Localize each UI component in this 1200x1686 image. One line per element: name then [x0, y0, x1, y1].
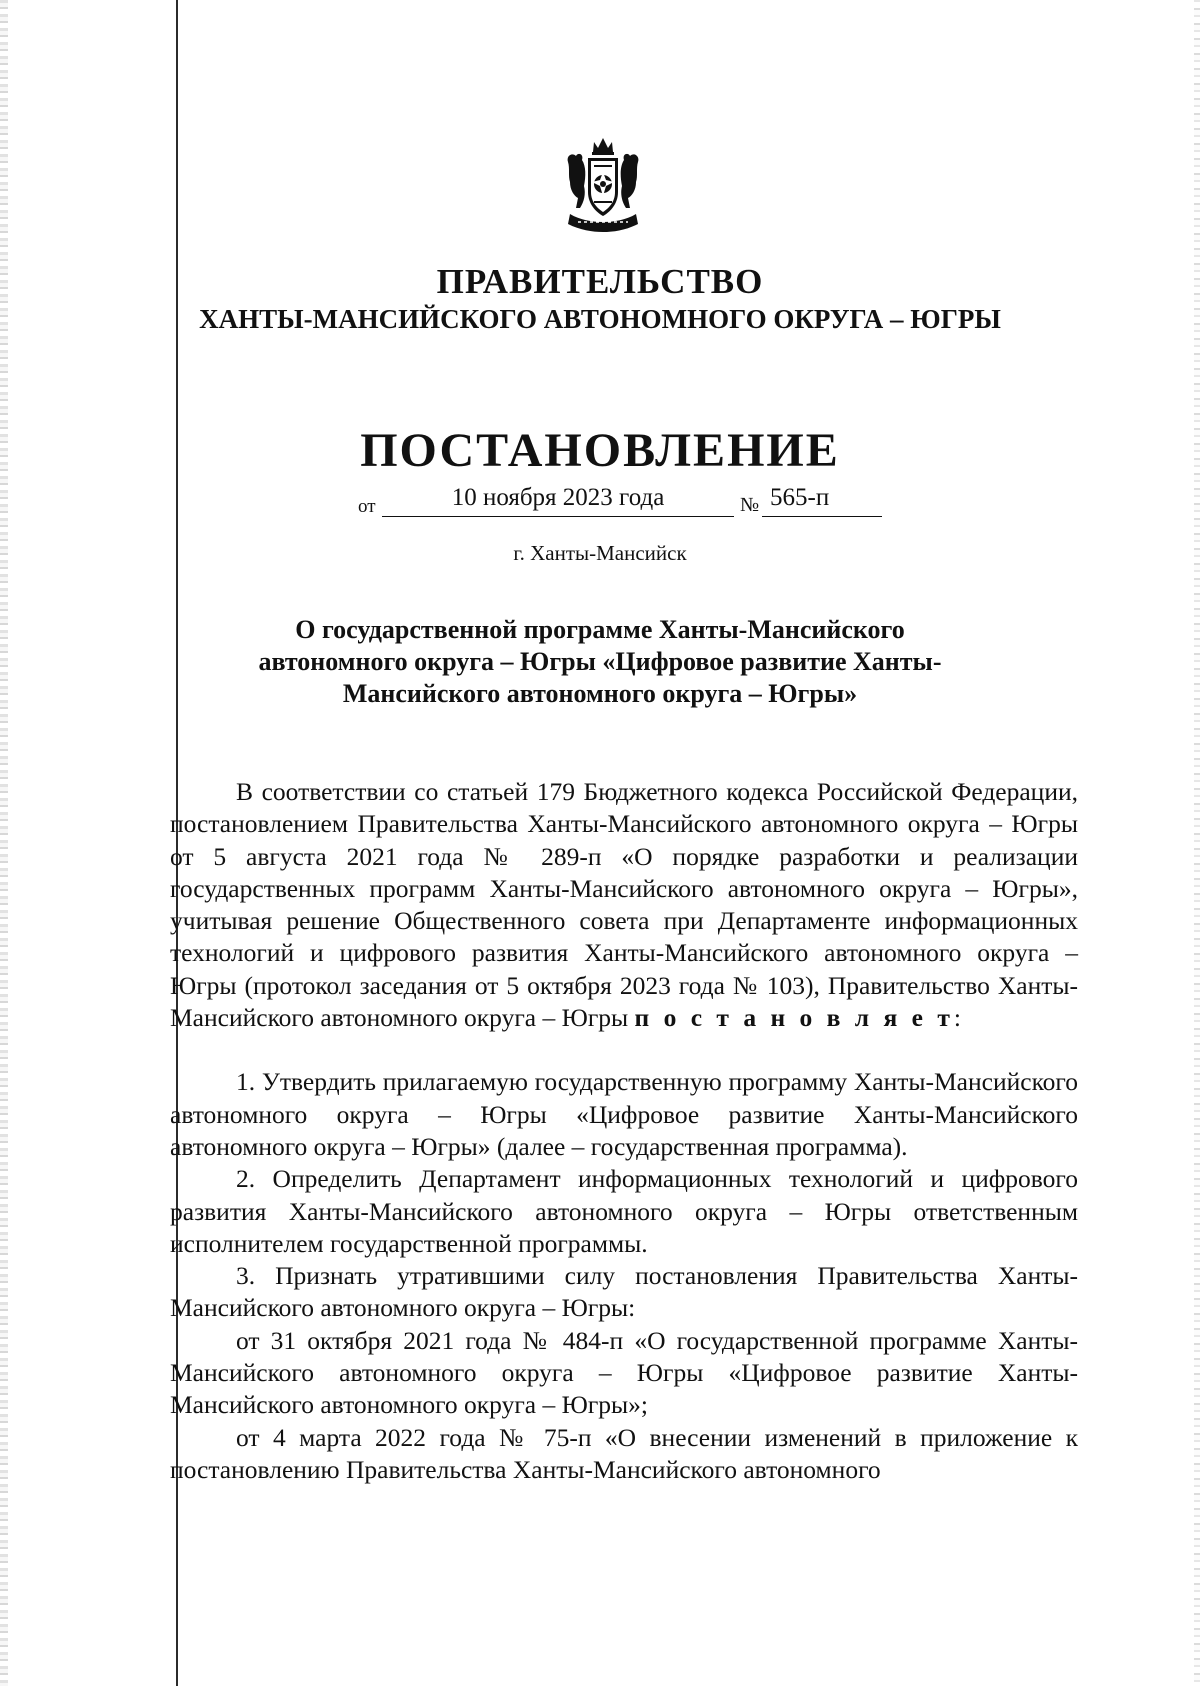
- item-2: 2. Определить Департамент информационных технологий и цифрового развития Ханты-Мансийского автономного округа – Югры ответственным исполнителем государственной программы.: [170, 1164, 1078, 1258]
- preamble-text: В соответствии со статьей 179 Бюджетного кодекса Российской Федерации, постановлением Правительства Ханты-Мансийского автономного округа – Югры от 5 августа 2021 года № 289-п «О порядке разработки и реализации государственных программ Ханты-Мансийского автономного округа – Югры», учитывая решение Общественного совета при Департаменте информационных технологий и цифрового развития Ханты-Мансийского автономного округа – Югры (протокол заседания от 5 октября 2023 года № 103), Правительство Ханты-Мансийского автономного округа – Югры: [170, 777, 1078, 1033]
- city: г. Ханты-Мансийск: [513, 541, 687, 565]
- date-number-line: [358, 484, 878, 524]
- coat-of-arms-icon: [564, 136, 642, 234]
- item-1: 1. Утвердить прилагаемую государственную программу Ханты-Мансийского автономного округа – Югры «Цифровое развитие Ханты-Мансийского автономного округа – Югры» (далее – государственная программа).: [170, 1067, 1078, 1161]
- resolves-word: п о с т а н о в л я е т: [634, 1003, 954, 1033]
- resolves-colon: :: [953, 1003, 961, 1033]
- region-title: ХАНТЫ-МАНСИЙСКОГО АВТОНОМНОГО ОКРУГА – ЮГРЫ: [199, 304, 1001, 334]
- item-3-b: от 4 марта 2022 года № 75-п «О внесении изменений в приложение к постановлению Правительства Ханты-Мансийского автономного: [170, 1422, 1078, 1484]
- document-type: ПОСТАНОВЛЕНИЕ: [360, 424, 840, 477]
- preamble-paragraph: [170, 776, 1078, 1034]
- document-subject: О государственной программе Ханты-Мансийского автономного округа – Югры «Цифровое развитие Ханты-Мансийского автономного округа – Югры»: [258, 615, 942, 708]
- scan-edge-right: [1194, 0, 1200, 1686]
- item-3: 3. Признать утратившими силу постановления Правительства Ханты-Мансийского автономного округа – Югры:: [170, 1261, 1078, 1323]
- number-prefix: №: [740, 494, 760, 516]
- document-date: 10 ноября 2023 года: [382, 484, 734, 517]
- document-number: 565-п: [762, 484, 882, 517]
- date-prefix: от: [358, 496, 376, 517]
- scan-edge-left: [0, 0, 8, 1686]
- item-3-a: от 31 октября 2021 года № 484-п «О государственной программе Ханты-Мансийского автономного округа – Югры «Цифровое развитие Ханты-Мансийского автономного округа – Югры»;: [170, 1325, 1078, 1420]
- government-title: ПРАВИТЕЛЬСТВО: [436, 262, 764, 301]
- document-body: [170, 776, 1078, 1486]
